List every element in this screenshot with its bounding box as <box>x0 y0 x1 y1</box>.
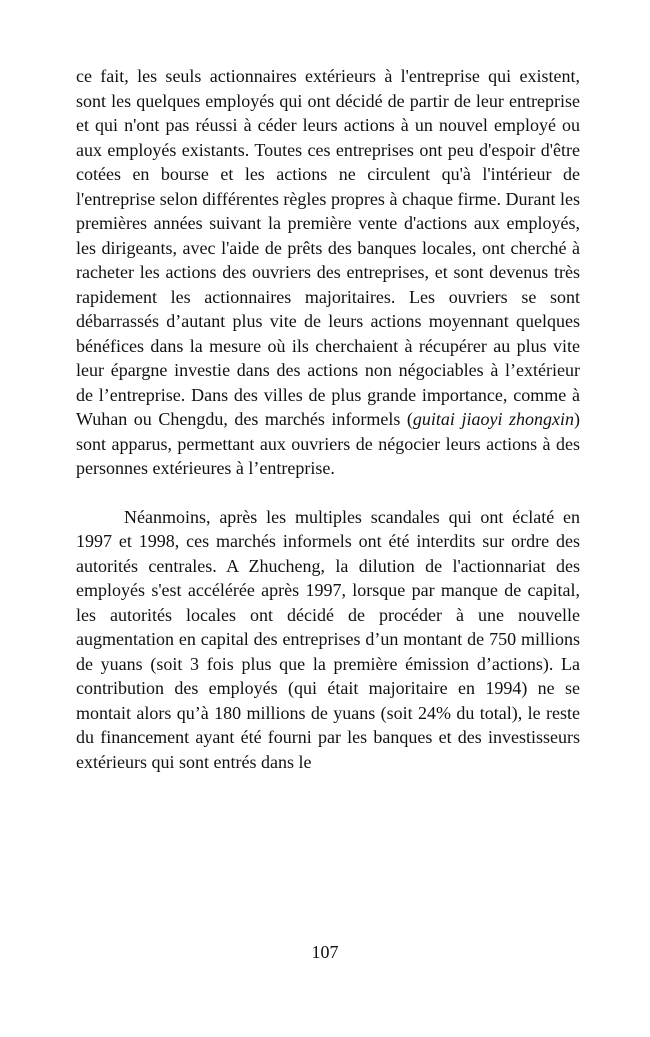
page-number: 107 <box>311 942 339 962</box>
page-body <box>76 64 580 774</box>
paragraph-1-text-start: ce fait, les seuls actionnaires extérieurs à l'entreprise qui existent, sont les quelques employés qui ont décidé de partir de leur entreprise et qui n'ont pas réussi à céder leurs actions à un nouvel employé ou aux employés existants. Toutes ces entreprises ont peu d'espoir d'être cotées en bourse et les actions ne circulent qu'à l'intérieur de l'entreprise selon différentes règles propres à chaque firme. Durant les premières années suivant la première vente d'actions aux employés, les dirigeants, avec l'aide de prêts des banques locales, ont cherché à racheter les actions des ouvriers des entreprises, et sont devenus très rapidement les actionnaires majoritaires. Les ouvriers se sont débarrassés d’autant plus vite de leurs actions moyennant quelques bénéfices dans la mesure où ils cherchaient à récupérer au plus vite leur épargne investie dans des actions non négociables à l’extérieur de l’entreprise. Dans des villes de plus grande importance, comme à Wuhan ou Chengdu, des marchés informels ( <box>76 66 580 429</box>
pinyin-term: guitai jiaoyi zhongxin <box>412 409 574 429</box>
paragraph-1-text-end: ) sont apparus, permettant aux ouvriers de négocier leurs actions à des personnes extérieures à l’entreprise. <box>76 409 580 478</box>
paragraph-1 <box>76 64 580 481</box>
paragraph-2: Néanmoins, après les multiples scandales qui ont éclaté en 1997 et 1998, ces marchés informels ont été interdits sur ordre des autorités centrales. A Zhucheng, la dilution de l'actionnariat des employés s'est accélérée après 1997, lorsque par manque de capital, les autorités locales ont décidé de procéder à une nouvelle augmentation en capital des entreprises d’un montant de 750 millions de yuans (soit 3 fois plus que la première émission d’actions). La contribution des employés (qui était majoritaire en 1994) ne se montait alors qu’à 180 millions de yuans (soit 24% du total), le reste du financement ayant été fourni par les banques et des investisseurs extérieurs qui sont entrés dans le <box>76 506 580 772</box>
